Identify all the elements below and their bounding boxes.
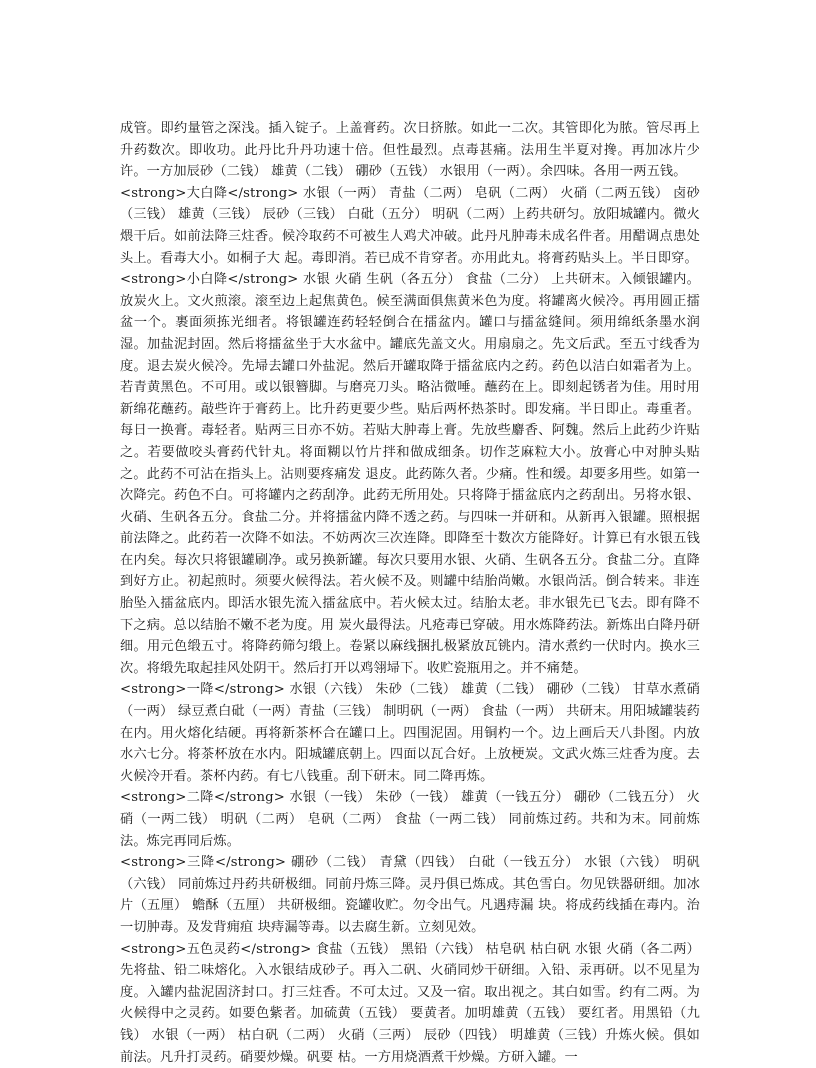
paragraph: <strong>大白降</strong> 水银（一两） 青盐（二两） 皂矾（二两） 火硝（二两五钱） 卤砂（三钱） 雄黄（三钱） 辰砂（三钱） 白砒（五分） 明矾（二两）上药共研匀。放阳城罐内。微火煨干后。如前法降三炷香。候冷取药不可被生人鸡犬冲破。此丹凡肿毒未成名件者。用醋调点患处头上。看毒大小。如桐子大 起。毒即消。若已成不肯穿者。亦用此丸。将膏药贴头上。半日即穿。 [120, 185, 700, 266]
paragraph: 成管。即约量管之深浅。插入锭子。上盖膏药。次日挤脓。如此一二次。其管即化为脓。管尽再上升药数次。即收功。此丹比升丹功速十倍。但性最烈。点毒甚痛。法用生半夏对搀。再加冰片少许。一方加辰砂（二钱） 雄黄（二钱） 硼砂（五钱） 水银用（一两）。余四味。各用一两五钱。 [120, 121, 700, 180]
document-page [120, 118, 700, 1068]
paragraph: <strong>二降</strong> 水银（一钱） 朱砂（一钱） 雄黄（一钱五分） 硼砂（二钱五分） 火硝（一两二钱） 明矾（二两） 皂矾（二两） 食盐（一两二钱） 同前炼过药。共和为末。同前炼法。炼完再同后炼。 [120, 790, 700, 849]
paragraph: <strong>五色灵药</strong> 食盐（五钱） 黑铅（六钱） 枯皂矾 枯白矾 水银 火硝（各二两）先将盐、铅二味熔化。入水银结成砂子。再入二矾、火硝同炒干研细。入铅、汞再研。以不见星为度。入罐内盐泥固济封口。打三炷香。不可太过。又及一宿。取出视之。其白如雪。约有二两。为火候得中之灵药。如要色紫者。加硫黄（五钱） 要黄者。加明雄黄（五钱） 要红者。用黑铅（九钱） 水银（一两） 枯白矾（二两） 火硝（三两） 辰砂（四钱） 明雄黄（三钱）升炼火候。俱如前法。凡升打灵药。硝要炒燥。矾要 枯。一方用烧酒煮干炒燥。方研入罐。一 [120, 941, 700, 1065]
paragraph: <strong>小白降</strong> 水银 火硝 生矾（各五分） 食盐（二分） 上共研末。入倾银罐内。放炭火上。文火煎滚。滚至边上起焦黄色。候至满面俱焦黄米色为度。将罐离火候冷。再用圆正擂盆一个。裹面须拣光细者。将银罐连药轻轻倒合在擂盆内。罐口与擂盆缝间。须用绵纸条墨水润湿。加盐泥封固。然后将擂盆坐于大水盆中。罐底先盖文火。用扇扇之。先文后武。至五寸线香为度。退去炭火候冷。先埽去罐口外盐泥。然后开罐取降于擂盆底内之药。药色以洁白如霜者为上。若青黄黑色。不可用。或以银簪脚。与磨亮刀头。略沾微唾。蘸药在上。即刻起锈者为佳。用时用新绵花蘸药。敲些许于膏药上。比升药更要少些。贴后两杯热茶时。即发痛。半日即止。毒重者。每日一换膏。毒轻者。贴两三日亦不妨。若贴大肿毒上膏。先放些麝香、阿魏。然后上此药少许贴之。若要做咬头膏药代针丸。将面糊以竹片拌和做成细条。切作芝麻粒大小。放膏心中对肿头贴之。此药不可沾在指头上。沾则要疼痛发 退皮。此药陈久者。少痛。性和缓。却要多用些。如第一次降完。药色不白。可将罐内之药刮净。此药无所用处。只将降于擂盆底内之药刮出。另将水银、火硝、生矾各五分。食盐二分。并将擂盆内降不透之药。与四味一并研和。从新再入银罐。照根据前法降之。此药若一次降不如法。不妨两次三次连降。即降至十数次方能降好。计算已有水银五钱在内矣。每次只将银罐刷净。或另换新罐。每次只要用水银、火硝、生矾各五分。食盐二分。直降到好方止。初起煎时。须要火候得法。若火候不及。则罐中结胎尚嫩。水银尚活。倒合转来。非连胎坠入擂盆底内。即活水银先流入擂盆底中。若火候太过。结胎太老。非水银先已飞去。即有降不下之病。总以结胎不嫩不老为度。用 炭火最得法。凡疮毒已穿破。用水炼降药法。新炼出白降丹研细。用元色缎五寸。将降药筛匀缎上。卷紧以麻线捆扎极紧放瓦铫内。清水煮约一伏时内。换水三次。将缎先取起挂风处阴干。然后打开以鸡翎埽下。收贮瓷瓶用之。并不痛楚。 [120, 272, 700, 676]
paragraph: <strong>一降</strong> 水银（六钱） 朱砂（二钱） 雄黄（二钱） 硼砂（二钱） 甘草水煮硝（一两） 绿豆煮白砒（一两）青盐（三钱） 制明矾（一两） 食盐（一两） 共研末。用阳城罐装药在内。用火熔化结硬。再将新茶杯合在罐口上。四围泥固。用铜杓一个。边上画后天八卦图。内放水六七分。将茶杯放在水内。阳城罐底朝上。四面以瓦合好。上放梗炭。文武火炼三炷香为度。去火候冷开看。茶杯内药。有七八钱重。刮下研末。同二降再炼。 [120, 682, 700, 784]
paragraph: <strong>三降</strong> 硼砂（二钱） 青黛（四钱） 白砒（一钱五分） 水银（六钱） 明矾（六钱） 同前炼过丹药共研极细。同前丹炼三降。灵丹俱已炼成。其色雪白。勿见铁器研细。加冰片（五厘） 蟾酥（五厘） 共研极细。瓷罐收贮。勿令出气。凡遇痔漏 块。将成药线插在毒内。治一切肿毒。及发背痈疽 块痔漏等毒。以去腐生新。立刻见效。 [120, 855, 700, 935]
